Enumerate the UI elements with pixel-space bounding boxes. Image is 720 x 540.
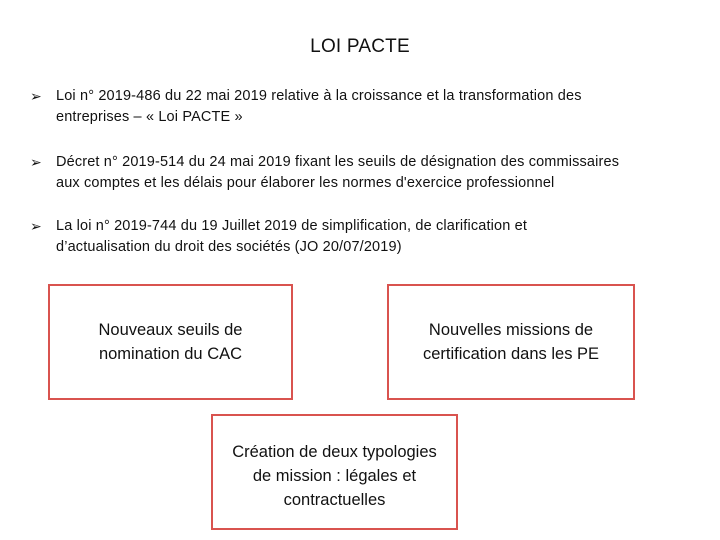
bullet-text-line2: d’actualisation du droit des sociétés (JO 20/07/2019) [56, 239, 402, 255]
box-text-line1: Nouvelles missions de [428, 321, 594, 339]
box-nouvelles-missions [387, 284, 635, 400]
bullet-text-line1: Décret n° 2019-514 du 24 mai 2019 fixant les seuils de désignation des commissaires [56, 154, 620, 170]
box-text-line2: nomination du CAC [98, 345, 243, 363]
box-typologies-mission [211, 414, 458, 530]
bullet-text-line1: Loi n° 2019-486 du 22 mai 2019 relative à la croissance et la transformation des [56, 88, 582, 104]
bullet-item [30, 86, 690, 128]
box-nouveaux-seuils [48, 284, 293, 400]
bullet-text-line1: La loi n° 2019-744 du 19 Juillet 2019 de simplification, de clarification et [56, 218, 528, 234]
bullet-item [30, 216, 690, 258]
arrow-bullet-icon: ➢ [30, 218, 42, 234]
page-title: LOI PACTE [310, 36, 410, 57]
box-text-line1: Nouveaux seuils de [98, 321, 243, 339]
bullet-text-line2: aux comptes et les délais pour élaborer les normes d'exercice professionnel [56, 175, 555, 191]
box-text-line2: de mission : légales et [252, 467, 417, 485]
box-text-line3: contractuelles [283, 491, 386, 509]
arrow-bullet-icon: ➢ [30, 88, 42, 104]
box-text-line2: certification dans les PE [422, 345, 600, 363]
box-text-line1: Création de deux typologies [232, 443, 437, 461]
bullet-item [30, 152, 690, 194]
bullet-text-line2: entreprises – « Loi PACTE » [56, 109, 243, 125]
arrow-bullet-icon: ➢ [30, 154, 42, 170]
